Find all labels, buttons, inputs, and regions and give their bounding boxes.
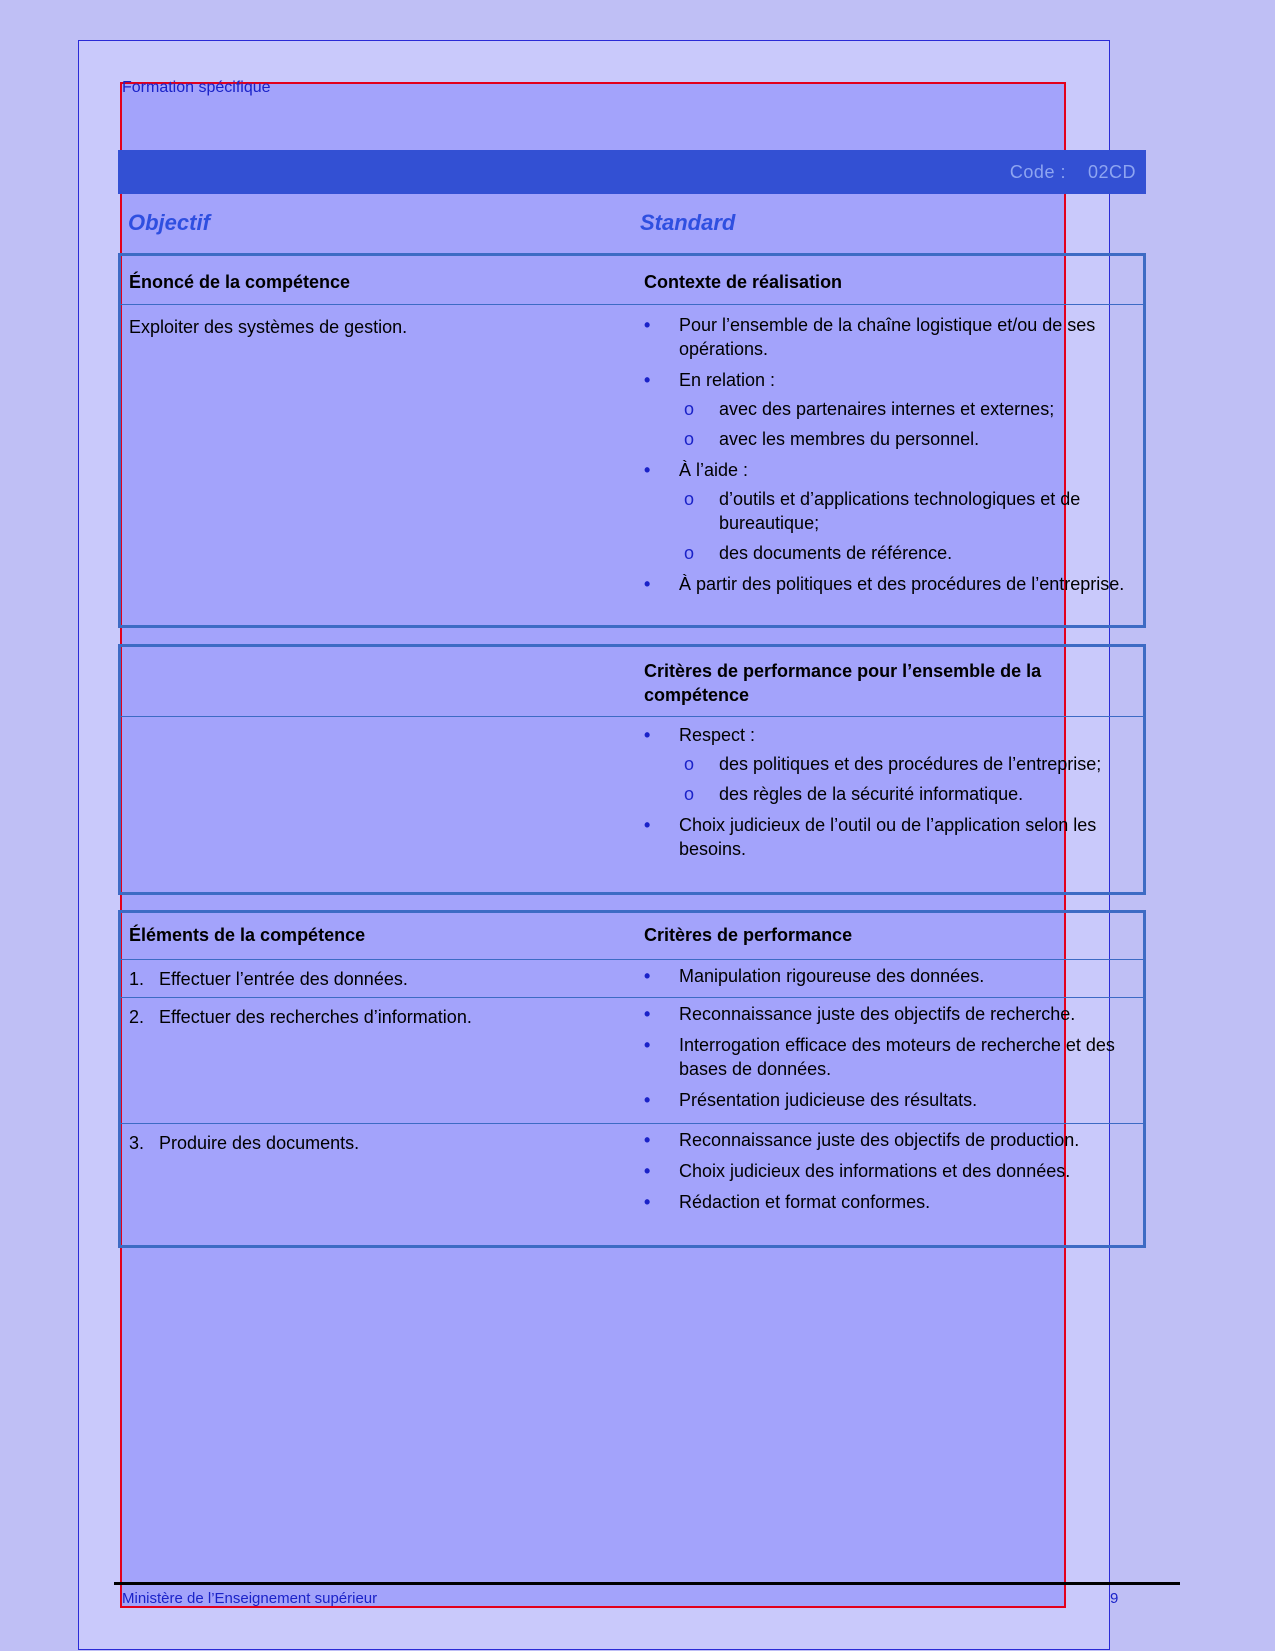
element-criteres bbox=[644, 1002, 1133, 1119]
element-text: 1. Effectuer l’entrée des données. bbox=[129, 969, 408, 989]
objective-title: Objectif bbox=[128, 210, 210, 235]
criteres-ensemble-header-row bbox=[121, 647, 1143, 716]
element-criteres bbox=[644, 1128, 1133, 1221]
page-number: 9 bbox=[1110, 1590, 1119, 1607]
elements-box bbox=[118, 910, 1146, 1248]
element-row bbox=[121, 997, 1143, 1123]
footer-ministry: Ministère de l’Enseignement supérieur bbox=[122, 1590, 378, 1607]
enonce-text: Exploiter des systèmes de gestion. bbox=[129, 317, 408, 337]
critere-subitem: o des règles de la sécurité informatique. bbox=[679, 782, 1133, 806]
criteres-ensemble-body-row bbox=[121, 716, 1143, 891]
elements-header: Éléments de la compétence bbox=[129, 925, 366, 945]
critere-item: • Respect : o des politiques et des procédures de l’entreprise; o des règles de la sécurité informatique. bbox=[644, 723, 1133, 806]
section-title: Formation spécifique bbox=[122, 79, 271, 96]
criteres-header: Critères de performance bbox=[644, 925, 853, 945]
critere-sublist bbox=[679, 752, 1133, 806]
contexte-sublist bbox=[679, 487, 1133, 565]
competence-box bbox=[118, 253, 1146, 628]
element-criteres bbox=[644, 964, 1133, 995]
criteres-ensemble-box bbox=[118, 644, 1146, 895]
contexte-subitem: o avec des partenaires internes et externes; bbox=[679, 397, 1133, 421]
enonce-header: Énoncé de la compétence bbox=[129, 272, 351, 292]
critere-item: • Manipulation rigoureuse des données. bbox=[644, 964, 1133, 988]
contexte-subitem: o des documents de référence. bbox=[679, 541, 1133, 565]
element-row bbox=[121, 959, 1143, 997]
critere-item: • Interrogation efficace des moteurs de recherche et des bases de données. bbox=[644, 1033, 1133, 1081]
critere-item: • Présentation judicieuse des résultats. bbox=[644, 1088, 1133, 1112]
critere-subitem: o des politiques et des procédures de l’entreprise; bbox=[679, 752, 1133, 776]
code-bar bbox=[118, 150, 1146, 194]
contexte-item: • En relation : o avec des partenaires internes et externes; o avec les membres du personnel. bbox=[644, 368, 1133, 451]
criteres-ensemble-header: Critères de performance pour l’ensemble de la compétence bbox=[644, 661, 1042, 705]
element-text: 3. Produire des documents. bbox=[129, 1133, 360, 1153]
contexte-list-container bbox=[644, 313, 1133, 603]
code-label: Code : bbox=[1009, 162, 1066, 182]
critere-item: • Choix judicieux de l’outil ou de l’application selon les besoins. bbox=[644, 813, 1133, 861]
elements-header-row bbox=[121, 913, 1143, 959]
contexte-sublist bbox=[679, 397, 1133, 451]
element-row bbox=[121, 1123, 1143, 1244]
criteres-ensemble-list bbox=[644, 723, 1133, 861]
footer-divider bbox=[114, 1582, 1180, 1585]
contexte-item: • À partir des politiques et des procédures de l’entreprise. bbox=[644, 572, 1133, 596]
contexte-item: • À l’aide : o d’outils et d’applications technologiques et de bureautique; o des documents de référence. bbox=[644, 458, 1133, 565]
criteres-ensemble-list-container bbox=[644, 723, 1133, 868]
standard-title: Standard bbox=[640, 210, 736, 235]
critere-item: • Rédaction et format conformes. bbox=[644, 1190, 1133, 1214]
competence-header-row bbox=[121, 256, 1143, 304]
critere-item: • Reconnaissance juste des objectifs de production. bbox=[644, 1128, 1133, 1152]
code-label-group bbox=[1010, 162, 1136, 183]
code-value: 02CD bbox=[1087, 162, 1136, 182]
contexte-subitem: o d’outils et d’applications technologiques et de bureautique; bbox=[679, 487, 1133, 535]
critere-item: • Reconnaissance juste des objectifs de recherche. bbox=[644, 1002, 1133, 1026]
contexte-list bbox=[644, 313, 1133, 596]
critere-item: • Choix judicieux des informations et des données. bbox=[644, 1159, 1133, 1183]
contexte-header: Contexte de réalisation bbox=[644, 272, 843, 292]
element-text: 2. Effectuer des recherches d’information. bbox=[129, 1007, 472, 1027]
competence-body-row bbox=[121, 304, 1143, 625]
contexte-item: • Pour l’ensemble de la chaîne logistique et/ou de ses opérations. bbox=[644, 313, 1133, 361]
contexte-subitem: o avec les membres du personnel. bbox=[679, 427, 1133, 451]
